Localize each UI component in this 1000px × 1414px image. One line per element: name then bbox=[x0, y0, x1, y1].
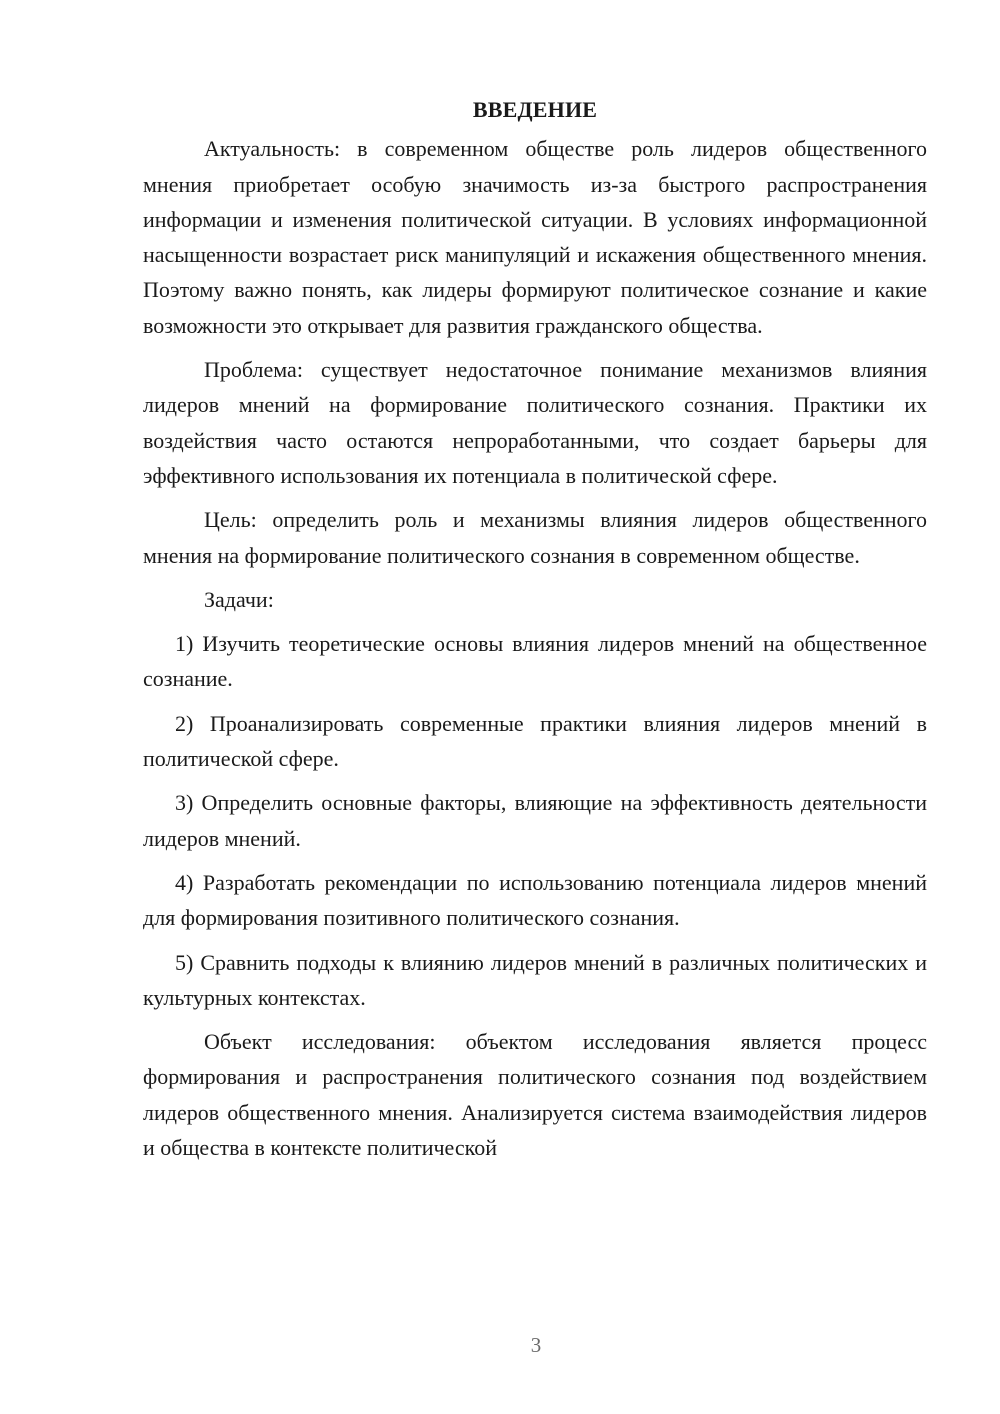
task-item: 2) Проанализировать современные практики влияния лидеров мнений в политической сфере. bbox=[143, 710, 927, 772]
object-paragraph: Объект исследования: объектом исследования является процесс формирования и распространения политического сознания под воздействием лидеров общественного мнения. Анализируется система взаимодействия лидеров и общества в контексте политической bbox=[143, 1029, 927, 1161]
relevance-paragraph: Актуальность: в современном обществе роль лидеров общественного мнения приобретает особую значимость из-за быстрого распространения информации и изменения политической ситуации. В условиях информационной насыщенности возрастает риск манипуляций и искажения общественного мнения. Поэтому важно понять, как лидеры формируют политическое сознание и какие возможности это открывает для развития гражданского общества. bbox=[143, 136, 927, 338]
task-item: 1) Изучить теоретические основы влияния лидеров мнений на общественное сознание. bbox=[143, 631, 927, 692]
goal-paragraph: Цель: определить роль и механизмы влияния лидеров общественного мнения на формирование политического сознания в современном обществе. bbox=[143, 507, 927, 568]
problem-paragraph: Проблема: существует недостаточное понимание механизмов влияния лидеров мнений на формирование политического сознания. Практики их воздействия часто остаются непроработанными, что создает барьеры для эффективного использования их потенциала в политической сфере. bbox=[143, 357, 927, 488]
task-item: 4) Разработать рекомендации по использованию потенциала лидеров мнений для формирования позитивного политического сознания. bbox=[143, 869, 927, 931]
task-item: 3) Определить основные факторы, влияющие на эффективность деятельности лидеров мнений. bbox=[143, 790, 927, 851]
task-item: 5) Сравнить подходы к влиянию лидеров мнений в различных политических и культурных контекстах. bbox=[143, 949, 927, 1010]
page-body bbox=[143, 92, 927, 1174]
section-heading: ВВЕДЕНИЕ bbox=[472, 97, 598, 122]
tasks-label: Задачи: bbox=[204, 586, 274, 612]
page-number: 3 bbox=[530, 1333, 542, 1357]
tasks-list bbox=[143, 626, 927, 1015]
